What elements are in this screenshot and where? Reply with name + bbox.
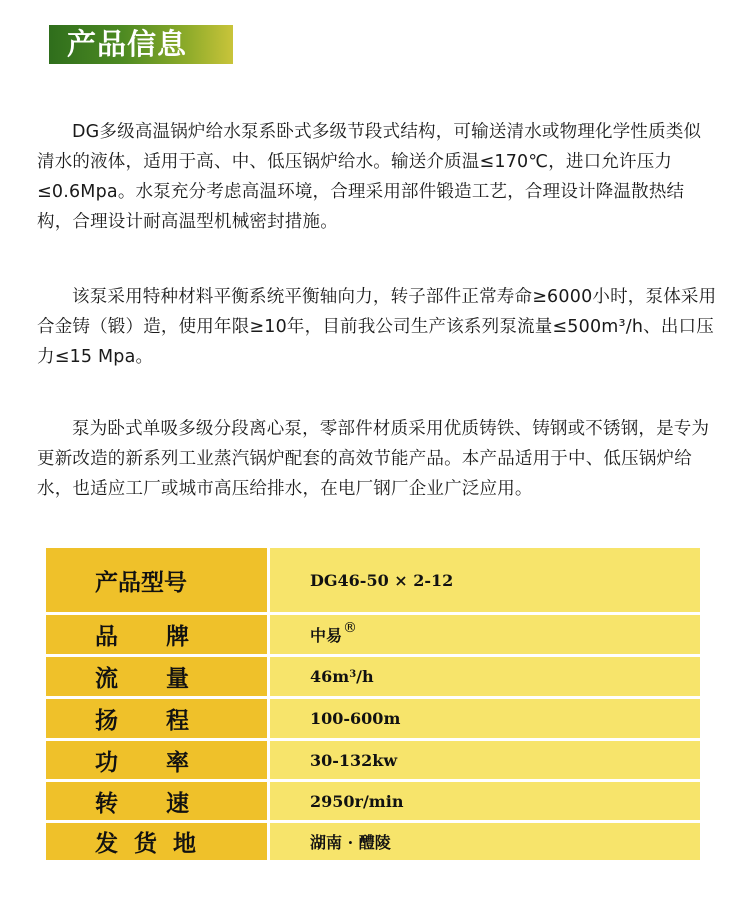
spec-value [310,615,357,654]
spec-label-cell [46,741,267,779]
spec-label-cell [46,548,267,612]
spec-value: 100-600m [310,709,401,728]
spec-value: 30-132kw [310,750,398,770]
spec-value-cell [270,548,700,612]
spec-label: 品 牌 [95,624,190,650]
flow-unit: /h [356,667,374,686]
spec-label-cell [46,699,267,738]
spec-row-head [46,699,700,738]
spec-value-cell [270,615,700,654]
spec-label: 流 量 [95,666,190,692]
section-header-banner [49,25,233,64]
spec-label: 转 速 [95,790,190,817]
spec-label: 功 率 [95,749,190,776]
spec-value [310,657,374,696]
spec-row-power [46,741,700,779]
spec-row-model [46,548,700,612]
intro-paragraph: 泵为卧式单吸多级分段离心泵，零部件材质采用优质铸铁、铸钢或不锈钢，是专为更新改造的新系列工业蒸汽锅炉配套的高效节能产品。本产品适用于中、低压锅炉给水，也适应工厂或城市高压给排水，在电厂钢厂企业广泛应用。 [37,419,710,499]
spec-value: 2950r/min [310,791,404,811]
registered-mark: ® [343,619,358,636]
spec-label: 发 货 地 [95,831,197,857]
spec-label-cell [46,657,267,696]
spec-label: 产品型号 [95,569,187,596]
section-title: 产品信息 [67,27,188,61]
spec-value-cell [270,657,700,696]
flow-value: 46m [310,667,350,686]
spec-label-cell [46,782,267,820]
spec-row-origin [46,823,700,860]
spec-label-cell [46,823,267,860]
flow-exponent: 3 [349,669,357,680]
spec-row-flow [46,657,700,696]
spec-row-brand [46,615,700,654]
brand-name: 中易 [310,626,343,645]
spec-label-cell [46,615,267,654]
intro-paragraph: 该泵采用特种材料平衡系统平衡轴向力，转子部件正常寿命≥6000小时，泵体采用合金铸（锻）造，使用年限≥10年，目前我公司生产该系列泵流量≤500m³/h、出口压力≤15 Mpa。 [37,287,717,367]
spec-table [46,548,700,860]
spec-value: 湖南 · 醴陵 [310,833,391,852]
spec-value: DG46-50 × 2-12 [310,570,454,590]
spec-row-speed [46,782,700,820]
spec-value-cell [270,741,700,779]
spec-label: 扬 程 [95,708,190,734]
spec-value-cell [270,823,700,860]
spec-value-cell [270,699,700,738]
spec-value-cell [270,782,700,820]
intro-paragraph: DG多级高温锅炉给水泵系卧式多级节段式结构，可输送清水或物理化学性质类似清水的液体，适用于高、中、低压锅炉给水。输送介质温≤170℃，进口允许压力≤0.6Mpa。水泵充分考虑高温环境，合理采用部件锻造工艺，合理设计降温散热结构，合理设计耐高温型机械密封措施。 [37,122,702,232]
